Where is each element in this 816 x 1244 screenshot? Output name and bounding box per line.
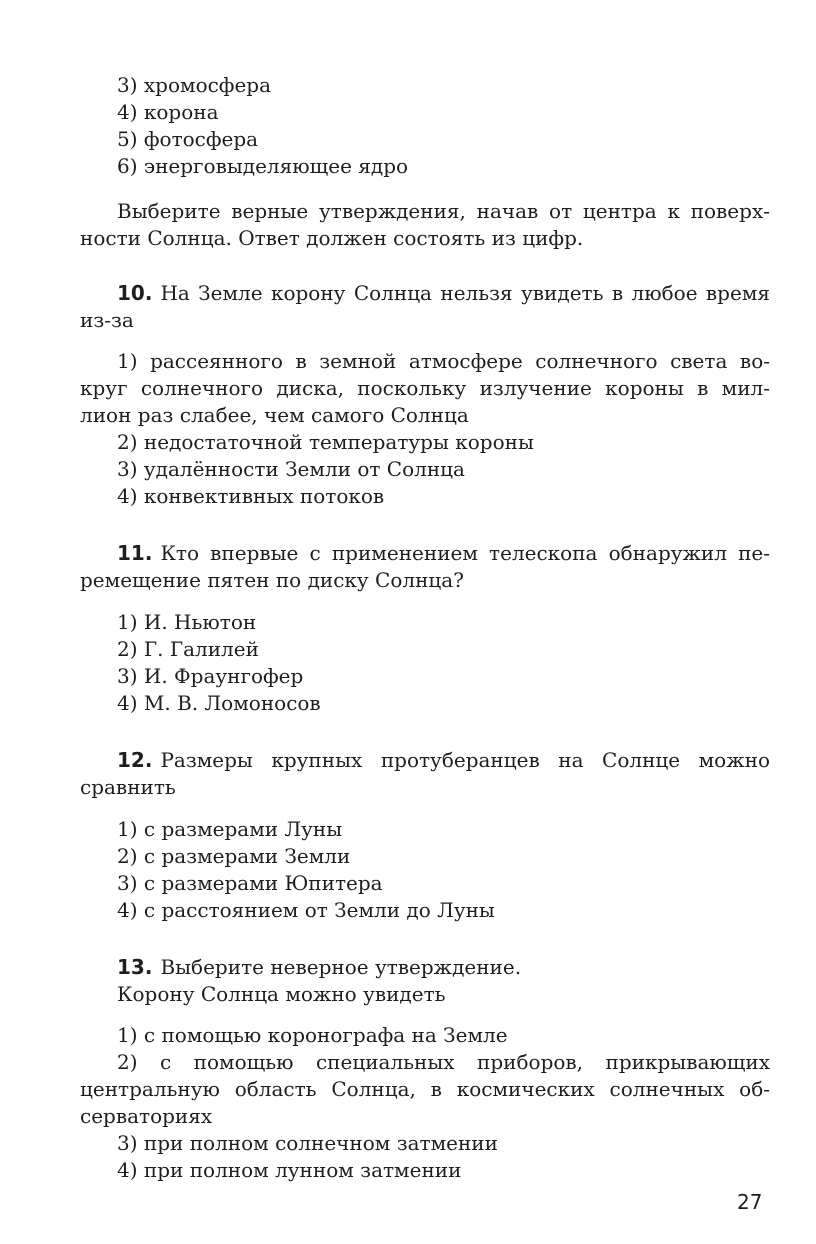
option-line: 1) с размерами Луны bbox=[117, 817, 343, 841]
option-line: 4) конвективных потоков bbox=[117, 484, 385, 508]
option-line: 2) недостаточной температуры короны bbox=[117, 430, 534, 454]
instruction-line: ности Солнца. Ответ должен состоять из цифр. bbox=[80, 226, 584, 250]
option-line: серваториях bbox=[80, 1104, 213, 1128]
page-number: 27 bbox=[737, 1190, 763, 1214]
question-13-stem: 13. Выберите неверное утверждение. bbox=[117, 955, 522, 979]
option-line: 4) при полном лунном затмении bbox=[117, 1158, 462, 1182]
option-line: 2) с размерами Земли bbox=[117, 844, 351, 868]
option-line: 3) с размерами Юпитера bbox=[117, 871, 383, 895]
option-line: 3) хромосфера bbox=[117, 73, 272, 97]
question-11-stem: 11. Кто впервые с применением телескопа обнаружил пе- bbox=[117, 541, 770, 565]
question-number: 13. bbox=[117, 955, 153, 979]
option-line: центральную область Солнца, в космических солнечных об- bbox=[80, 1077, 770, 1101]
question-11-stem-cont: ремещение пятен по диску Солнца? bbox=[80, 568, 464, 592]
option-line: 3) при полном солнечном затмении bbox=[117, 1131, 498, 1155]
option-line: 1) рассеянного в земной атмосфере солнечного света во- bbox=[117, 349, 770, 373]
instruction-line: Выберите верные утверждения, начав от центра к поверх- bbox=[117, 199, 770, 223]
question-10-stem: 10. На Земле корону Солнца нельзя увидеть в любое время bbox=[117, 281, 770, 305]
option-line: 3) удалённости Земли от Солнца bbox=[117, 457, 465, 481]
question-12-stem-cont: сравнить bbox=[80, 775, 176, 799]
option-line: 3) И. Фраунгофер bbox=[117, 664, 304, 688]
question-10-stem-cont: из-за bbox=[80, 308, 134, 332]
option-line: круг солнечного диска, поскольку излучение короны в мил- bbox=[80, 376, 770, 400]
question-number: 10. bbox=[117, 281, 153, 305]
option-line: 4) с расстоянием от Земли до Луны bbox=[117, 898, 495, 922]
question-12-stem: 12. Размеры крупных протуберанцев на Солнце можно bbox=[117, 748, 770, 772]
question-13-stem-cont: Корону Солнца можно увидеть bbox=[117, 982, 446, 1006]
option-line: 1) И. Ньютон bbox=[117, 610, 257, 634]
option-line: 2) с помощью специальных приборов, прикрывающих bbox=[117, 1050, 770, 1074]
option-line: 4) М. В. Ломоносов bbox=[117, 691, 321, 715]
option-line: 4) корона bbox=[117, 100, 219, 124]
option-line: 2) Г. Галилей bbox=[117, 637, 259, 661]
option-line: лион раз слабее, чем самого Солнца bbox=[80, 403, 469, 427]
question-number: 11. bbox=[117, 541, 153, 565]
option-line: 1) с помощью коронографа на Земле bbox=[117, 1023, 508, 1047]
option-line: 6) энерговыделяющее ядро bbox=[117, 154, 409, 178]
question-number: 12. bbox=[117, 748, 153, 772]
option-line: 5) фотосфера bbox=[117, 127, 259, 151]
